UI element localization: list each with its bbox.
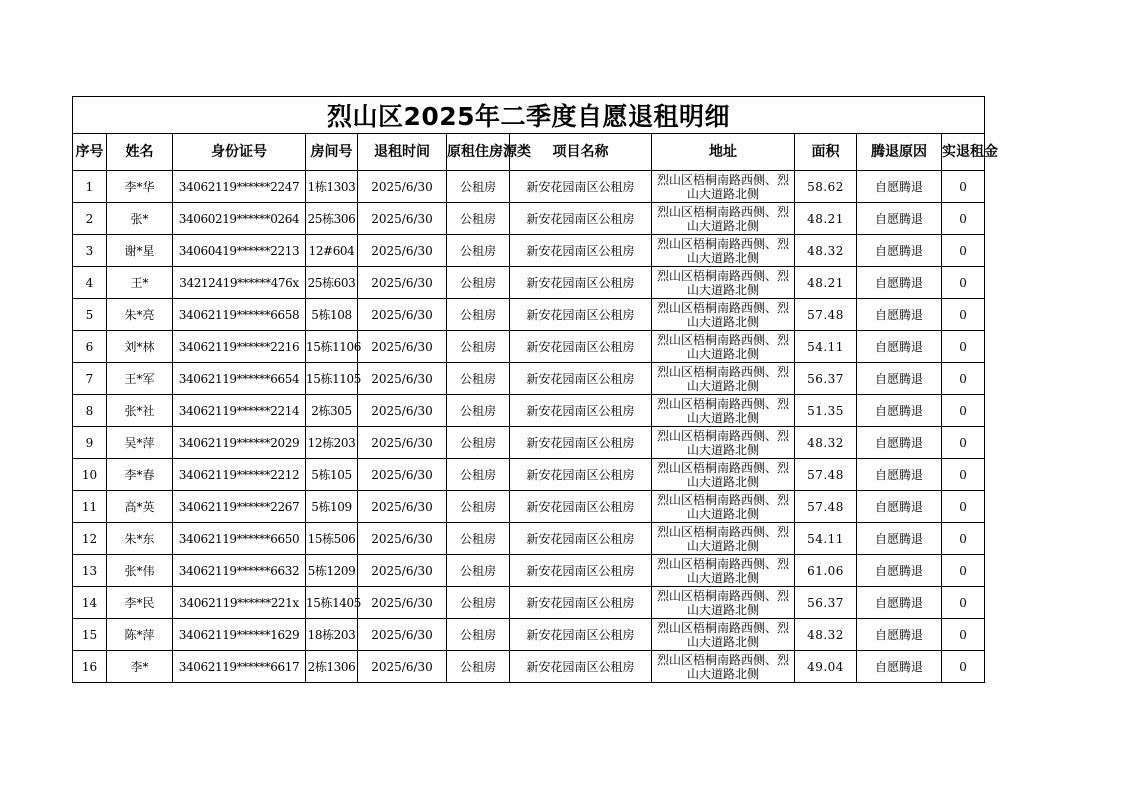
cell-type: 公租房 bbox=[447, 651, 510, 683]
cell-area: 57.48 bbox=[795, 491, 857, 523]
cell-id-number: 34212419******476x bbox=[173, 267, 306, 299]
cell-id-number: 34062119******2212 bbox=[173, 459, 306, 491]
cell-rent: 0 bbox=[942, 299, 985, 331]
cell-room: 2栋1306 bbox=[306, 651, 358, 683]
cell-address: 烈山区梧桐南路西侧、烈山大道路北侧 bbox=[652, 235, 795, 267]
cell-id-number: 34060419******2213 bbox=[173, 235, 306, 267]
cell-area: 58.62 bbox=[795, 171, 857, 203]
cell-area: 48.32 bbox=[795, 235, 857, 267]
cell-no: 4 bbox=[73, 267, 107, 299]
column-header-id: 身份证号 bbox=[173, 134, 306, 171]
cell-date: 2025/6/30 bbox=[358, 459, 447, 491]
cell-rent: 0 bbox=[942, 267, 985, 299]
cell-project: 新安花园南区公租房 bbox=[510, 363, 652, 395]
cell-project: 新安花园南区公租房 bbox=[510, 299, 652, 331]
cell-rent: 0 bbox=[942, 523, 985, 555]
cell-address: 烈山区梧桐南路西侧、烈山大道路北侧 bbox=[652, 171, 795, 203]
cell-name: 李*华 bbox=[107, 171, 173, 203]
cell-project: 新安花园南区公租房 bbox=[510, 491, 652, 523]
cell-name: 高*英 bbox=[107, 491, 173, 523]
page-title: 烈山区2025年二季度自愿退租明细 bbox=[73, 97, 985, 134]
cell-no: 2 bbox=[73, 203, 107, 235]
cell-address: 烈山区梧桐南路西侧、烈山大道路北侧 bbox=[652, 555, 795, 587]
cell-name: 朱*东 bbox=[107, 523, 173, 555]
cell-area: 51.35 bbox=[795, 395, 857, 427]
cell-project: 新安花园南区公租房 bbox=[510, 619, 652, 651]
cell-name: 张*社 bbox=[107, 395, 173, 427]
cell-type: 公租房 bbox=[447, 459, 510, 491]
cell-room: 18栋203 bbox=[306, 619, 358, 651]
table-row bbox=[73, 171, 985, 203]
cell-reason: 自愿腾退 bbox=[857, 203, 942, 235]
cell-rent: 0 bbox=[942, 555, 985, 587]
rent-withdrawal-table bbox=[72, 96, 998, 683]
table-row bbox=[73, 331, 985, 363]
cell-rent: 0 bbox=[942, 619, 985, 651]
cell-address: 烈山区梧桐南路西侧、烈山大道路北侧 bbox=[652, 203, 795, 235]
table-row bbox=[73, 427, 985, 459]
cell-type: 公租房 bbox=[447, 235, 510, 267]
cell-rent: 0 bbox=[942, 587, 985, 619]
cell-type: 公租房 bbox=[447, 523, 510, 555]
table-row bbox=[73, 395, 985, 427]
cell-rent: 0 bbox=[942, 331, 985, 363]
column-header-type: 原租住房源类 bbox=[447, 134, 510, 171]
cell-no: 6 bbox=[73, 331, 107, 363]
cell-reason: 自愿腾退 bbox=[857, 619, 942, 651]
table-row bbox=[73, 267, 985, 299]
column-header-room: 房间号 bbox=[306, 134, 358, 171]
cell-no: 5 bbox=[73, 299, 107, 331]
cell-address: 烈山区梧桐南路西侧、烈山大道路北侧 bbox=[652, 331, 795, 363]
cell-reason: 自愿腾退 bbox=[857, 235, 942, 267]
cell-date: 2025/6/30 bbox=[358, 523, 447, 555]
cell-rent: 0 bbox=[942, 171, 985, 203]
cell-name: 李* bbox=[107, 651, 173, 683]
cell-id-number: 34062119******6617 bbox=[173, 651, 306, 683]
cell-date: 2025/6/30 bbox=[358, 363, 447, 395]
cell-room: 15栋1106 bbox=[306, 331, 358, 363]
cell-project: 新安花园南区公租房 bbox=[510, 171, 652, 203]
cell-date: 2025/6/30 bbox=[358, 395, 447, 427]
cell-id-number: 34062119******6650 bbox=[173, 523, 306, 555]
cell-id-number: 34062119******6658 bbox=[173, 299, 306, 331]
cell-project: 新安花园南区公租房 bbox=[510, 587, 652, 619]
cell-reason: 自愿腾退 bbox=[857, 299, 942, 331]
cell-date: 2025/6/30 bbox=[358, 235, 447, 267]
cell-area: 48.21 bbox=[795, 203, 857, 235]
cell-name: 朱*亮 bbox=[107, 299, 173, 331]
cell-address: 烈山区梧桐南路西侧、烈山大道路北侧 bbox=[652, 587, 795, 619]
cell-name: 李*民 bbox=[107, 587, 173, 619]
cell-date: 2025/6/30 bbox=[358, 555, 447, 587]
cell-date: 2025/6/30 bbox=[358, 267, 447, 299]
table-row bbox=[73, 523, 985, 555]
cell-address: 烈山区梧桐南路西侧、烈山大道路北侧 bbox=[652, 459, 795, 491]
cell-area: 54.11 bbox=[795, 523, 857, 555]
cell-area: 61.06 bbox=[795, 555, 857, 587]
cell-reason: 自愿腾退 bbox=[857, 587, 942, 619]
cell-reason: 自愿腾退 bbox=[857, 523, 942, 555]
cell-no: 1 bbox=[73, 171, 107, 203]
cell-room: 5栋105 bbox=[306, 459, 358, 491]
cell-rent: 0 bbox=[942, 459, 985, 491]
cell-room: 15栋1405 bbox=[306, 587, 358, 619]
table-row bbox=[73, 203, 985, 235]
cell-area: 54.11 bbox=[795, 331, 857, 363]
cell-id-number: 34060219******0264 bbox=[173, 203, 306, 235]
cell-project: 新安花园南区公租房 bbox=[510, 203, 652, 235]
cell-rent: 0 bbox=[942, 363, 985, 395]
cell-no: 3 bbox=[73, 235, 107, 267]
cell-address: 烈山区梧桐南路西侧、烈山大道路北侧 bbox=[652, 523, 795, 555]
cell-date: 2025/6/30 bbox=[358, 299, 447, 331]
cell-name: 张*伟 bbox=[107, 555, 173, 587]
cell-rent: 0 bbox=[942, 427, 985, 459]
cell-id-number: 34062119******2216 bbox=[173, 331, 306, 363]
cell-project: 新安花园南区公租房 bbox=[510, 651, 652, 683]
cell-room: 15栋1105 bbox=[306, 363, 358, 395]
cell-room: 5栋108 bbox=[306, 299, 358, 331]
cell-rent: 0 bbox=[942, 651, 985, 683]
cell-date: 2025/6/30 bbox=[358, 171, 447, 203]
cell-area: 48.32 bbox=[795, 619, 857, 651]
column-header-rent: 实退租金 bbox=[942, 134, 985, 171]
cell-id-number: 34062119******2267 bbox=[173, 491, 306, 523]
cell-rent: 0 bbox=[942, 203, 985, 235]
cell-id-number: 34062119******1629 bbox=[173, 619, 306, 651]
cell-reason: 自愿腾退 bbox=[857, 363, 942, 395]
cell-room: 15栋506 bbox=[306, 523, 358, 555]
cell-room: 5栋109 bbox=[306, 491, 358, 523]
table-row bbox=[73, 235, 985, 267]
column-header-project: 项目名称 bbox=[510, 134, 652, 171]
table-row bbox=[73, 363, 985, 395]
cell-area: 49.04 bbox=[795, 651, 857, 683]
cell-type: 公租房 bbox=[447, 363, 510, 395]
table-body bbox=[73, 171, 985, 683]
table-row bbox=[73, 651, 985, 683]
cell-no: 12 bbox=[73, 523, 107, 555]
cell-type: 公租房 bbox=[447, 587, 510, 619]
cell-room: 25栋306 bbox=[306, 203, 358, 235]
cell-address: 烈山区梧桐南路西侧、烈山大道路北侧 bbox=[652, 651, 795, 683]
cell-date: 2025/6/30 bbox=[358, 587, 447, 619]
cell-type: 公租房 bbox=[447, 427, 510, 459]
cell-reason: 自愿腾退 bbox=[857, 459, 942, 491]
cell-project: 新安花园南区公租房 bbox=[510, 331, 652, 363]
column-header-address: 地址 bbox=[652, 134, 795, 171]
cell-project: 新安花园南区公租房 bbox=[510, 555, 652, 587]
cell-type: 公租房 bbox=[447, 299, 510, 331]
cell-project: 新安花园南区公租房 bbox=[510, 459, 652, 491]
cell-room: 12栋203 bbox=[306, 427, 358, 459]
cell-name: 王* bbox=[107, 267, 173, 299]
cell-date: 2025/6/30 bbox=[358, 651, 447, 683]
cell-date: 2025/6/30 bbox=[358, 427, 447, 459]
table-row bbox=[73, 459, 985, 491]
cell-area: 56.37 bbox=[795, 363, 857, 395]
cell-reason: 自愿腾退 bbox=[857, 491, 942, 523]
cell-area: 48.32 bbox=[795, 427, 857, 459]
table-row bbox=[73, 587, 985, 619]
cell-project: 新安花园南区公租房 bbox=[510, 235, 652, 267]
cell-no: 14 bbox=[73, 587, 107, 619]
column-header-area: 面积 bbox=[795, 134, 857, 171]
cell-type: 公租房 bbox=[447, 203, 510, 235]
cell-date: 2025/6/30 bbox=[358, 619, 447, 651]
table-row bbox=[73, 619, 985, 651]
cell-no: 7 bbox=[73, 363, 107, 395]
cell-address: 烈山区梧桐南路西侧、烈山大道路北侧 bbox=[652, 427, 795, 459]
cell-area: 56.37 bbox=[795, 587, 857, 619]
table-row bbox=[73, 555, 985, 587]
cell-address: 烈山区梧桐南路西侧、烈山大道路北侧 bbox=[652, 619, 795, 651]
cell-reason: 自愿腾退 bbox=[857, 555, 942, 587]
cell-no: 11 bbox=[73, 491, 107, 523]
cell-room: 12#604 bbox=[306, 235, 358, 267]
cell-name: 吴*萍 bbox=[107, 427, 173, 459]
cell-date: 2025/6/30 bbox=[358, 331, 447, 363]
cell-type: 公租房 bbox=[447, 555, 510, 587]
cell-date: 2025/6/30 bbox=[358, 203, 447, 235]
cell-reason: 自愿腾退 bbox=[857, 651, 942, 683]
cell-room: 1栋1303 bbox=[306, 171, 358, 203]
cell-project: 新安花园南区公租房 bbox=[510, 395, 652, 427]
cell-address: 烈山区梧桐南路西侧、烈山大道路北侧 bbox=[652, 395, 795, 427]
cell-room: 5栋1209 bbox=[306, 555, 358, 587]
cell-reason: 自愿腾退 bbox=[857, 267, 942, 299]
cell-id-number: 34062119******6632 bbox=[173, 555, 306, 587]
cell-rent: 0 bbox=[942, 235, 985, 267]
cell-name: 陈*萍 bbox=[107, 619, 173, 651]
cell-room: 25栋603 bbox=[306, 267, 358, 299]
cell-address: 烈山区梧桐南路西侧、烈山大道路北侧 bbox=[652, 491, 795, 523]
cell-address: 烈山区梧桐南路西侧、烈山大道路北侧 bbox=[652, 267, 795, 299]
cell-rent: 0 bbox=[942, 491, 985, 523]
cell-reason: 自愿腾退 bbox=[857, 331, 942, 363]
cell-name: 谢*星 bbox=[107, 235, 173, 267]
cell-room: 2栋305 bbox=[306, 395, 358, 427]
cell-type: 公租房 bbox=[447, 331, 510, 363]
cell-type: 公租房 bbox=[447, 171, 510, 203]
cell-type: 公租房 bbox=[447, 491, 510, 523]
cell-id-number: 34062119******221x bbox=[173, 587, 306, 619]
cell-area: 48.21 bbox=[795, 267, 857, 299]
cell-no: 10 bbox=[73, 459, 107, 491]
cell-no: 15 bbox=[73, 619, 107, 651]
cell-type: 公租房 bbox=[447, 619, 510, 651]
cell-no: 9 bbox=[73, 427, 107, 459]
cell-address: 烈山区梧桐南路西侧、烈山大道路北侧 bbox=[652, 299, 795, 331]
cell-name: 王*军 bbox=[107, 363, 173, 395]
cell-project: 新安花园南区公租房 bbox=[510, 267, 652, 299]
cell-id-number: 34062119******6654 bbox=[173, 363, 306, 395]
table-row bbox=[73, 491, 985, 523]
cell-project: 新安花园南区公租房 bbox=[510, 427, 652, 459]
cell-reason: 自愿腾退 bbox=[857, 395, 942, 427]
column-header-reason: 腾退原因 bbox=[857, 134, 942, 171]
table-row bbox=[73, 299, 985, 331]
cell-project: 新安花园南区公租房 bbox=[510, 523, 652, 555]
column-header-date: 退租时间 bbox=[358, 134, 447, 171]
cell-name: 张* bbox=[107, 203, 173, 235]
cell-type: 公租房 bbox=[447, 395, 510, 427]
cell-id-number: 34062119******2029 bbox=[173, 427, 306, 459]
cell-name: 李*春 bbox=[107, 459, 173, 491]
column-header-no: 序号 bbox=[73, 134, 107, 171]
cell-no: 8 bbox=[73, 395, 107, 427]
cell-id-number: 34062119******2214 bbox=[173, 395, 306, 427]
cell-reason: 自愿腾退 bbox=[857, 171, 942, 203]
cell-reason: 自愿腾退 bbox=[857, 427, 942, 459]
header-row bbox=[73, 134, 985, 171]
cell-no: 16 bbox=[73, 651, 107, 683]
cell-address: 烈山区梧桐南路西侧、烈山大道路北侧 bbox=[652, 363, 795, 395]
cell-name: 刘*林 bbox=[107, 331, 173, 363]
cell-no: 13 bbox=[73, 555, 107, 587]
cell-id-number: 34062119******2247 bbox=[173, 171, 306, 203]
cell-date: 2025/6/30 bbox=[358, 491, 447, 523]
cell-type: 公租房 bbox=[447, 267, 510, 299]
cell-area: 57.48 bbox=[795, 459, 857, 491]
column-header-name: 姓名 bbox=[107, 134, 173, 171]
cell-area: 57.48 bbox=[795, 299, 857, 331]
cell-rent: 0 bbox=[942, 395, 985, 427]
